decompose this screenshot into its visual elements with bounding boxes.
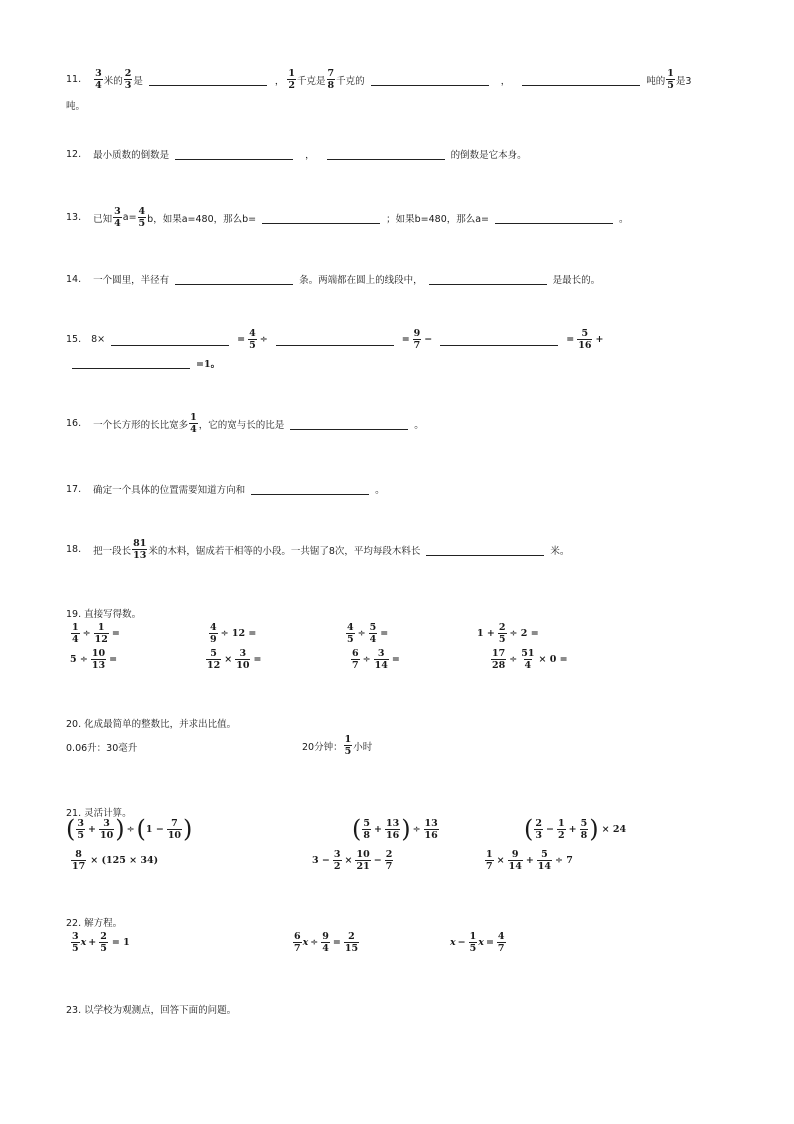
q22-e3-x: x (450, 937, 456, 948)
q22-e3-x2: x (478, 937, 484, 948)
q17-number: 17. (66, 483, 82, 495)
q20-b-text-2: 小时 (353, 741, 373, 753)
q15-end: =1。 (196, 359, 221, 370)
q12-text-2: 的倒数是它本身。 (450, 150, 527, 161)
q19-e6-frac-2: $\frac{3}{10}$ (236, 648, 250, 671)
q11-text-4: 千克的 (336, 75, 365, 87)
q12-answer-blank-1[interactable] (175, 158, 293, 160)
q15-number: 15. (66, 334, 82, 345)
q21-e6-tail: ÷ 7 (555, 855, 573, 866)
q11-fraction-3: $\frac{1}{2}$ (288, 68, 296, 91)
q22-e2-frac-1: $\frac{6}{7}$ (294, 931, 301, 954)
q13-text-3: b，如果a=480，那么b= (147, 213, 257, 225)
q19-e4-op: ÷ 2 = (509, 628, 539, 639)
q21-e3-minus: − (546, 823, 554, 835)
q21-e3-plus: + (568, 823, 577, 835)
q22-e1-frac-2: $\frac{2}{5}$ (100, 931, 107, 954)
q22-e3-eq: = (485, 937, 494, 948)
q16-number: 16. (66, 418, 82, 429)
q21-e1-lparen-1: ( (66, 815, 76, 843)
q22-equation-3 (450, 931, 507, 954)
q15-equals-3: = (566, 334, 575, 345)
q21-e1-plus: + (88, 823, 96, 835)
q11-comma-1: ， (274, 75, 285, 87)
q21-e4-frac-1: $\frac{8}{17}$ (72, 849, 86, 872)
q15-answer-blank-1[interactable] (111, 344, 229, 346)
q21-e3-tail: × 24 (601, 823, 627, 835)
q17-text-1: 确定一个具体的位置需要知道方向和 (93, 485, 246, 496)
q17-answer-blank[interactable] (251, 493, 369, 495)
q11-answer-blank-2[interactable] (371, 84, 489, 86)
q11-fraction-2: $\frac{2}{3}$ (124, 68, 132, 91)
q21-expr-5 (312, 849, 394, 872)
q21-e6-frac-1: $\frac{1}{7}$ (486, 849, 493, 872)
q21-e1-one: 1 − (145, 823, 164, 835)
q15-plus: + (595, 334, 604, 345)
q20-b-text-1: 20分钟： (302, 741, 343, 753)
q21-e2-frac-1: $\frac{5}{8}$ (363, 817, 370, 841)
q12-comma: ， (305, 150, 315, 161)
q22-e1-plus: + (88, 937, 97, 948)
q21-e1-frac-3: $\frac{7}{10}$ (167, 817, 182, 841)
q11-fraction-4: $\frac{7}{8}$ (327, 68, 335, 91)
question-23 (0, 1002, 794, 1022)
q16-answer-blank[interactable] (290, 428, 408, 430)
q21-title: 21. 灵活计算。 (66, 808, 132, 819)
q11-text-7: 吨。 (66, 101, 86, 112)
q20-title: 20. 化成最简单的整数比，并求出比值。 (66, 719, 237, 730)
q21-e3-frac-1: $\frac{2}{3}$ (535, 817, 542, 841)
q11-line1 (66, 68, 691, 91)
q20-b-frac: $\frac{1}{5}$ (344, 734, 352, 757)
q21-e3-rparen: ) (589, 815, 599, 843)
q16-text-2: ，它的宽与长的比是 (198, 419, 285, 431)
q13-number: 13. (66, 212, 82, 223)
q13-answer-blank-2[interactable] (495, 222, 613, 224)
question-16 (0, 410, 794, 450)
q15-line2 (66, 356, 220, 370)
q21-e1-lparen-2: ( (136, 815, 146, 843)
q21-expr-4 (70, 849, 158, 872)
q22-equation-2 (292, 931, 360, 954)
question-14 (0, 270, 794, 310)
question-12 (0, 145, 794, 185)
q21-e3-frac-3: $\frac{5}{8}$ (580, 817, 588, 841)
q14-text-3: 是最长的。 (552, 275, 601, 286)
q16-line (66, 412, 424, 435)
q22-e3-minus: − (457, 937, 466, 948)
q21-e5-frac-2: $\frac{10}{21}$ (356, 849, 370, 872)
q13-fraction-2: $\frac{4}{5}$ (138, 206, 146, 229)
q15-divide: ÷ (259, 334, 268, 345)
q11-number: 11. (66, 74, 82, 85)
q22-e2-frac-2: $\frac{9}{4}$ (322, 931, 329, 954)
q21-e2-rparen: ) (401, 815, 411, 843)
q21-e2-frac-3: $\frac{13}{16}$ (424, 817, 438, 841)
q12-line (66, 147, 527, 161)
question-17 (0, 480, 794, 520)
q21-e6-plus: + (525, 855, 534, 866)
q14-number: 14. (66, 273, 82, 285)
q11-text-1: 米的 (103, 75, 123, 87)
q18-answer-blank[interactable] (426, 554, 544, 556)
q19-e7-op: ÷ (362, 654, 371, 665)
q21-e2-plus: + (374, 823, 382, 835)
q21-e5-op: × (344, 855, 353, 866)
q21-e1-div: ÷ (126, 823, 135, 835)
q12-answer-blank-2[interactable] (327, 158, 445, 160)
q19-e7-eq: = (391, 654, 400, 665)
q19-expr-4 (477, 622, 541, 645)
q15-answer-blank-4[interactable] (72, 367, 190, 369)
q22-e1-eq: = 1 (111, 937, 130, 948)
q19-e5-a: 5 ÷ (70, 654, 88, 665)
q21-expr-1 (66, 817, 192, 841)
q19-e8-frac-2: $\frac{51}{4}$ (521, 648, 535, 671)
q19-e6-frac-1: $\frac{5}{12}$ (207, 648, 221, 671)
q19-e7-frac-1: $\frac{6}{7}$ (352, 648, 359, 671)
q21-e1-rparen-2: ) (183, 815, 193, 843)
q16-text-1: 一个长方形的长比宽多 (93, 419, 189, 431)
q21-e5-minus: − (373, 855, 382, 866)
q22-e1-frac-1: $\frac{3}{5}$ (72, 931, 79, 954)
q15-fraction-2: $\frac{9}{7}$ (413, 328, 421, 351)
q19-e5-frac-1: $\frac{10}{13}$ (91, 648, 106, 671)
q11-fraction-1: $\frac{3}{4}$ (95, 68, 102, 91)
q21-e3-lparen: ( (524, 815, 534, 843)
q21-e6-frac-2: $\frac{9}{14}$ (508, 849, 522, 872)
q18-line (66, 538, 569, 561)
q19-e4-frac-1: $\frac{2}{5}$ (498, 622, 506, 645)
q22-e2-x: x (302, 937, 309, 948)
q15-equals-1: = (237, 334, 246, 345)
q18-fraction-1: $\frac{81}{13}$ (133, 538, 147, 561)
q22-equation-1 (70, 931, 130, 954)
q13-line (66, 206, 629, 229)
q19-e1-frac-2: $\frac{1}{12}$ (94, 622, 108, 645)
q14-answer-blank-2[interactable] (429, 283, 547, 285)
q18-text-2: 米的木料，锯成若干相等的小段。一共锯了8次，平均每段木料长 (148, 545, 421, 557)
question-20 (0, 716, 794, 766)
q19-title: 19. 直接写得数。 (66, 609, 142, 620)
q13-text-2: a= (122, 212, 137, 223)
q21-e5-a: 3 − (312, 855, 330, 866)
q19-expr-6 (205, 648, 263, 671)
q15-fraction-3: $\frac{5}{16}$ (578, 328, 592, 351)
q21-e6-op: × (496, 855, 505, 866)
q22-e2-eq: = (332, 937, 341, 948)
question-11 (0, 62, 794, 112)
q20-item-a: 0.06升：30毫升 (66, 743, 138, 754)
q21-e1-frac-2: $\frac{3}{10}$ (99, 817, 114, 841)
q21-e2-div: ÷ (412, 823, 421, 835)
q19-e2-frac-1: $\frac{4}{9}$ (210, 622, 217, 645)
q22-e3-frac-1: $\frac{1}{5}$ (469, 931, 477, 954)
question-13 (0, 202, 794, 242)
q15-answer-blank-2[interactable] (276, 344, 394, 346)
q13-fraction-1: $\frac{3}{4}$ (114, 206, 121, 229)
question-19 (0, 606, 794, 676)
q16-fraction-1: $\frac{1}{4}$ (190, 412, 197, 435)
q17-line (66, 482, 385, 496)
q11-text-3: 千克是 (297, 75, 326, 87)
q19-e6-eq: = (253, 654, 262, 665)
q13-text-5: 。 (619, 213, 629, 225)
q19-e8-eq: × 0 = (538, 654, 568, 665)
q18-number: 18. (66, 544, 82, 555)
q21-expr-2 (352, 817, 440, 841)
q19-e4-a: 1 + (477, 628, 495, 639)
q19-expr-7 (350, 648, 402, 671)
q11-comma-2: ， (500, 75, 511, 87)
q19-expr-1 (70, 622, 122, 645)
q19-e1-eq: = (111, 628, 120, 639)
q14-text-2: 条。两端都在圆上的线段中， (299, 275, 423, 286)
q21-e1-frac-1: $\frac{3}{5}$ (77, 817, 84, 841)
q19-expr-3 (345, 622, 390, 645)
q22-e2-frac-3: $\frac{2}{15}$ (344, 931, 359, 954)
q21-e5-frac-1: $\frac{3}{2}$ (333, 849, 341, 872)
q15-fraction-1: $\frac{4}{5}$ (249, 328, 256, 351)
q17-text-2: 。 (375, 485, 385, 496)
q21-e2-lparen: ( (352, 815, 362, 843)
q16-text-3: 。 (414, 419, 424, 431)
question-22 (0, 915, 794, 965)
q23-title: 23. 以学校为观测点，回答下面的问题。 (66, 1005, 237, 1016)
q15-answer-blank-3[interactable] (440, 344, 558, 346)
q22-e2-op: ÷ (310, 937, 319, 948)
q11-text-5: 吨的 (646, 75, 666, 87)
q21-expr-3 (524, 817, 626, 841)
q13-text-1: 已知 (93, 213, 113, 225)
q20-item-b (302, 734, 372, 757)
q19-e3-frac-1: $\frac{4}{5}$ (347, 622, 354, 645)
q12-number: 12. (66, 148, 82, 160)
q12-text-1: 最小质数的倒数是 (93, 150, 170, 161)
q22-e1-x: x (80, 937, 87, 948)
q22-e3-frac-2: $\frac{4}{7}$ (497, 931, 505, 954)
q15-text-1: 8× (91, 334, 106, 345)
q21-e6-frac-3: $\frac{5}{14}$ (537, 849, 552, 872)
q19-e6-op: × (224, 654, 233, 665)
q21-e4-tail: × (125 × 34) (90, 855, 159, 866)
q19-e3-frac-2: $\frac{5}{4}$ (369, 622, 377, 645)
q14-text-1: 一个圆里，半径有 (93, 275, 170, 286)
q13-answer-blank-1[interactable] (262, 222, 380, 224)
q19-e5-eq: = (109, 654, 118, 665)
q18-text-1: 把一段长 (93, 545, 132, 557)
q19-expr-5 (70, 648, 119, 671)
q19-e1-frac-1: $\frac{1}{4}$ (72, 622, 79, 645)
q21-e2-frac-2: $\frac{13}{16}$ (385, 817, 400, 841)
q15-equals-2: = (401, 334, 410, 345)
q19-e8-op: ÷ (509, 654, 518, 665)
q22-title: 22. 解方程。 (66, 918, 123, 929)
q21-e1-rparen-1: ) (115, 815, 125, 843)
q11-text-2: 是 (133, 75, 143, 87)
q14-line (66, 272, 600, 286)
q19-e7-frac-2: $\frac{3}{14}$ (374, 648, 388, 671)
q21-e5-frac-3: $\frac{2}{7}$ (385, 849, 393, 872)
q21-expr-6 (484, 849, 573, 872)
q18-text-3: 米。 (550, 545, 570, 557)
q19-expr-2 (208, 622, 258, 645)
q19-e2-op: ÷ 12 = (220, 628, 257, 639)
q13-text-4: ；如果b=480，那么a= (386, 213, 490, 225)
question-21 (0, 805, 794, 880)
q11-fraction-5: $\frac{1}{5}$ (667, 68, 674, 91)
question-15 (0, 328, 794, 368)
q19-expr-8 (490, 648, 570, 671)
q19-e3-eq: = (380, 628, 389, 639)
q11-answer-blank-1[interactable] (149, 84, 267, 86)
question-18 (0, 536, 794, 576)
q11-text-6: 是3 (675, 75, 692, 87)
q19-e1-op: ÷ (82, 628, 91, 639)
q15-line1 (66, 328, 605, 351)
q19-e8-frac-1: $\frac{17}{28}$ (492, 648, 506, 671)
q21-e3-frac-2: $\frac{1}{2}$ (557, 817, 565, 841)
q15-minus: − (424, 334, 433, 345)
q14-answer-blank-1[interactable] (175, 283, 293, 285)
q19-e3-op: ÷ (357, 628, 366, 639)
q11-answer-blank-3[interactable] (522, 84, 640, 86)
